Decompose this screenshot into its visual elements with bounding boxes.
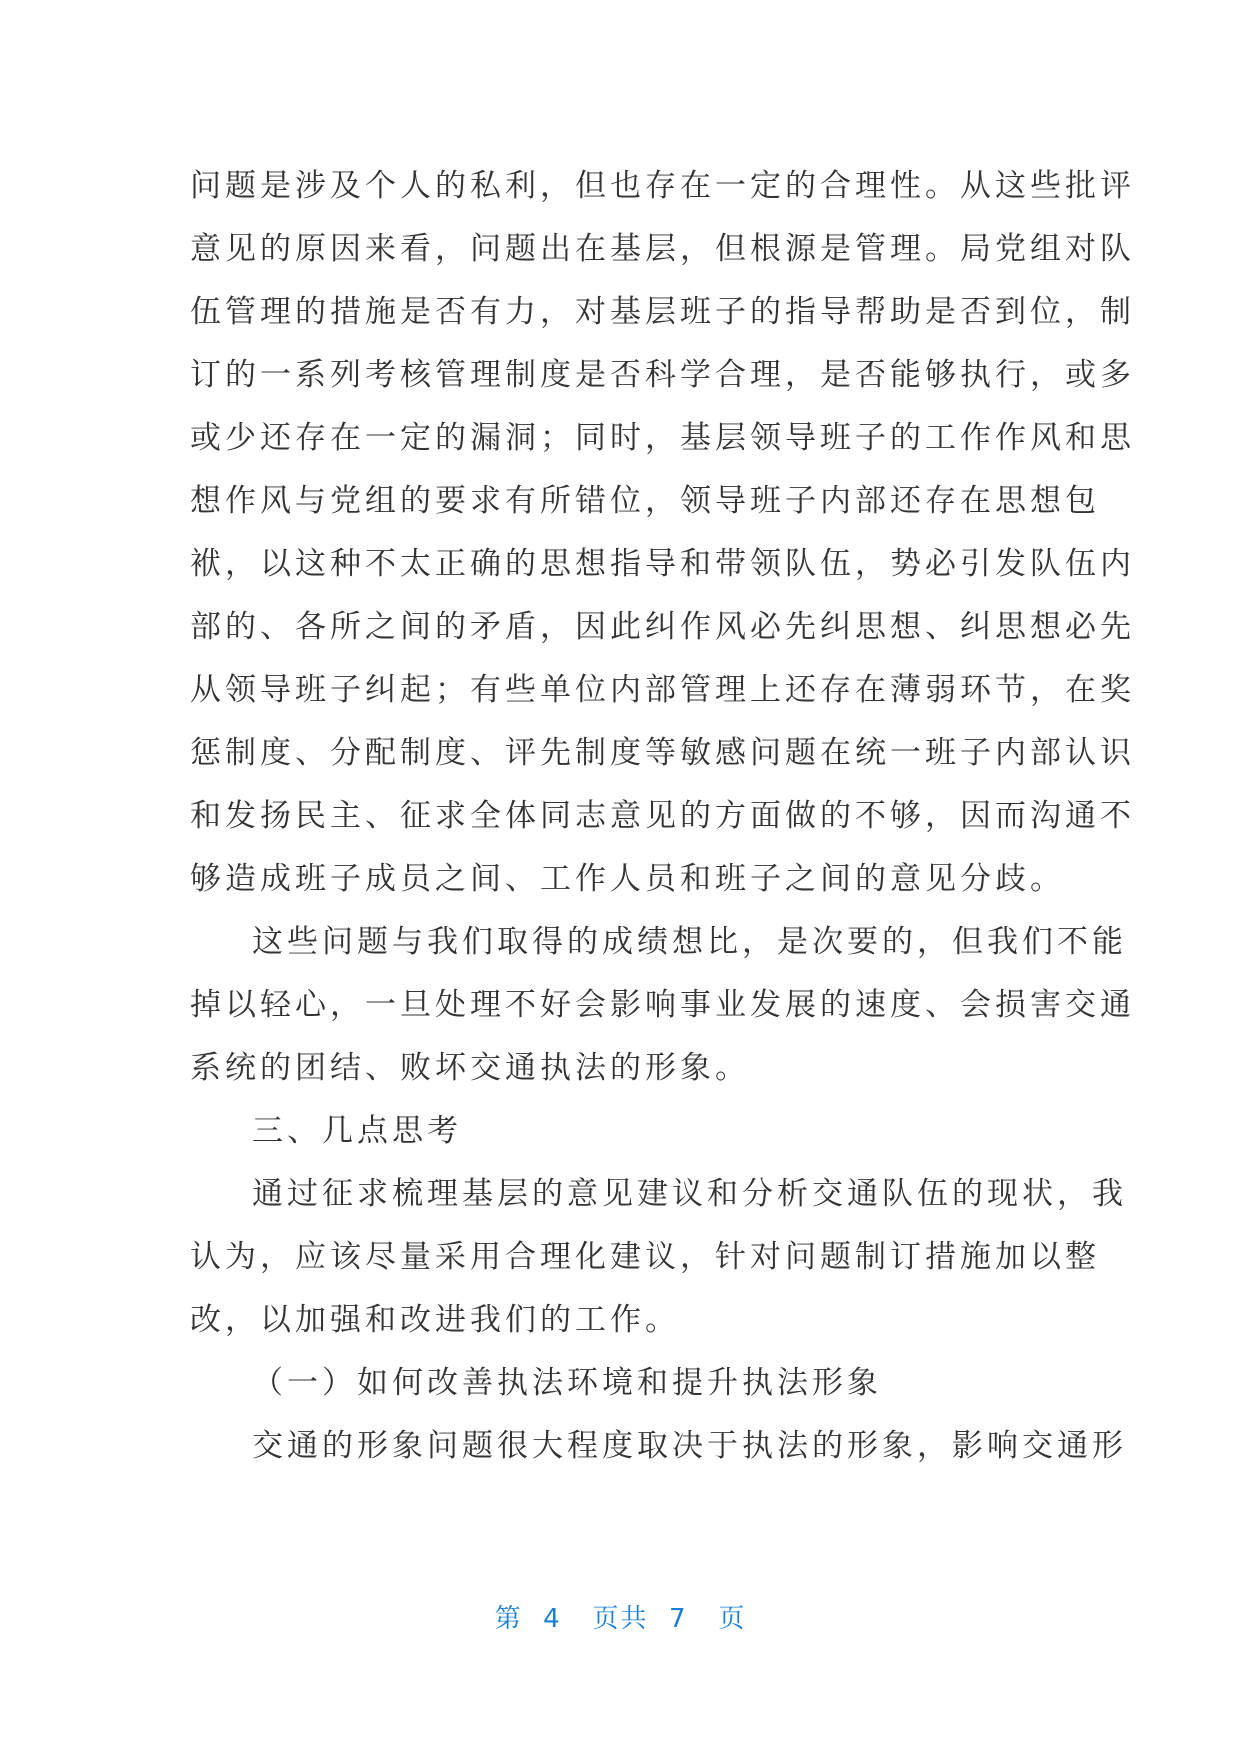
body-text-line: 意见的原因来看，问题出在基层，但根源是管理。局党组对队	[190, 231, 1135, 267]
section-heading: 三、几点思考	[252, 1113, 462, 1149]
body-text-line: 够造成班子成员之间、工作人员和班子之间的意见分歧。	[190, 861, 1065, 897]
paragraph-first-line: 通过征求梳理基层的意见建议和分析交通队伍的现状，我	[252, 1176, 1127, 1212]
body-text-line: 部的、各所之间的矛盾，因此纠作风必先纠思想、纠思想必先	[190, 609, 1135, 645]
body-text-line: 想作风与党组的要求有所错位，领导班子内部还存在思想包	[190, 483, 1100, 519]
body-text-line: 掉以轻心，一旦处理不好会影响事业发展的速度、会损害交通	[190, 987, 1135, 1023]
body-text-line: 伍管理的措施是否有力，对基层班子的指导帮助是否到位，制	[190, 294, 1135, 330]
paragraph-first-line: 这些问题与我们取得的成绩想比，是次要的，但我们不能	[252, 924, 1127, 960]
body-text-line: 改，以加强和改进我们的工作。	[190, 1302, 680, 1338]
body-text-line: 和发扬民主、征求全体同志意见的方面做的不够，因而沟通不	[190, 798, 1135, 834]
body-text-line: 认为，应该尽量采用合理化建议，针对问题制订措施加以整	[190, 1239, 1100, 1275]
body-text-line: 袱，以这种不太正确的思想指导和带领队伍，势必引发队伍内	[190, 546, 1135, 582]
subsection-heading: （一）如何改善执法环境和提升执法形象	[252, 1365, 882, 1401]
body-text-line: 从领导班子纠起；有些单位内部管理上还存在薄弱环节，在奖	[190, 672, 1135, 708]
body-text-line: 或少还存在一定的漏洞；同时，基层领导班子的工作作风和思	[190, 420, 1135, 456]
body-text-line: 问题是涉及个人的私利，但也存在一定的合理性。从这些批评	[190, 168, 1135, 204]
body-text-line: 惩制度、分配制度、评先制度等敏感问题在统一班子内部认识	[190, 735, 1135, 771]
page-number-footer: 第 4 页共 7 页	[494, 1604, 747, 1634]
body-text-line: 订的一系列考核管理制度是否科学合理，是否能够执行，或多	[190, 357, 1135, 393]
body-text-line: 系统的团结、败坏交通执法的形象。	[190, 1050, 750, 1086]
paragraph-first-line: 交通的形象问题很大程度取决于执法的形象，影响交通形	[252, 1428, 1127, 1464]
